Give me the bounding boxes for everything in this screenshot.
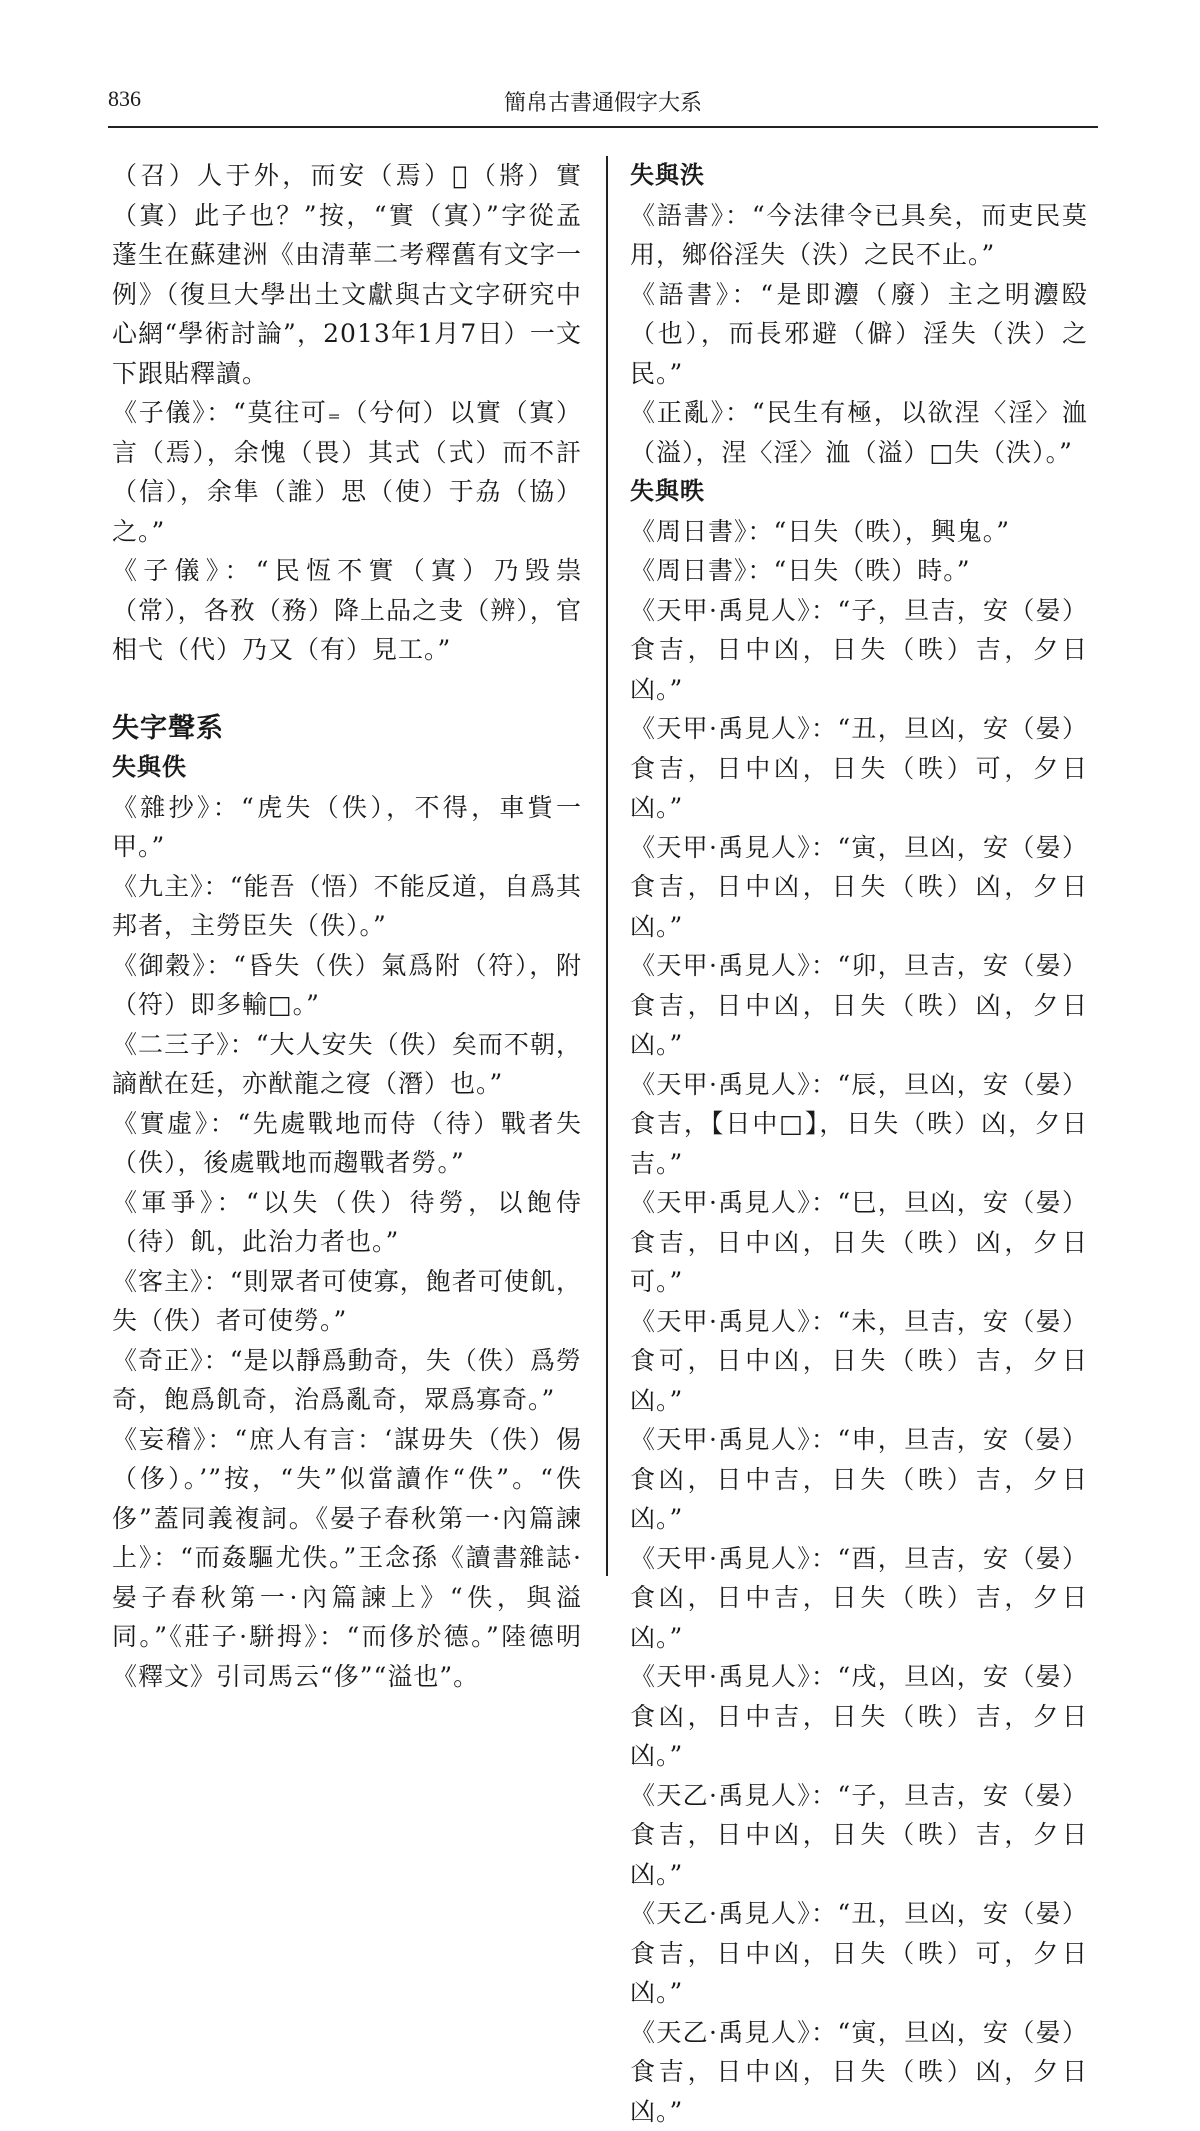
entry: 《天甲·禹見人》：“卯，旦吉，安（晏）食吉，日中凶，日失（昳）凶，夕日凶。” (630, 946, 1088, 1065)
entry: 《天乙·禹見人》：“寅，旦凶，安（晏）食吉，日中凶，日失（昳）凶，夕日凶。” (630, 2013, 1088, 2131)
right-column (630, 156, 1088, 2131)
entry: 《周日書》：“日失（昳），興鬼。” (630, 512, 1088, 552)
entry: 《天甲·禹見人》：“戌，旦凶，安（晏）食凶，日中吉，日失（昳）吉，夕日凶。” (630, 1657, 1088, 1776)
entry: 《天甲·禹見人》：“巳，旦凶，安（晏）食吉，日中凶，日失（昳）凶，夕日可。” (630, 1183, 1088, 1302)
entry: 《妄稽》：“庶人有言：‘謀毋失（佚）㑥（侈）。’”按，“失”似當讀作“佚”。“佚侈”蓋同義複詞。《晏子春秋第一·內篇諫上》：“而姦驅尤佚。”王念孫《讀書雜誌·晏子春秋第一·內篇諫上》“佚，與溢同。”《莊子·駢拇》：“而侈於德。”陸德明《釋文》引司馬云“侈”“溢也”。 (112, 1420, 582, 1697)
entry: 《語書》：“今法律令已具矣，而吏民莫用，鄉俗淫失（泆）之民不止。” (630, 196, 1088, 275)
left-column (112, 156, 582, 1696)
column-divider (606, 156, 608, 1576)
page-number: 836 (108, 86, 141, 112)
entry: 《天乙·禹見人》：“丑，旦凶，安（晏）食吉，日中凶，日失（昳）可，夕日凶。” (630, 1894, 1088, 2013)
section-spacer (112, 670, 582, 709)
subsection-title: 失與佚 (112, 748, 582, 788)
entry: 《奇正》：“是以靜爲動奇，失（佚）爲勞奇，飽爲飢奇，治爲亂奇，眾爲寡奇。” (112, 1341, 582, 1420)
running-title: 簡帛古書通假字大系 (108, 86, 1098, 117)
entry: 《九主》：“能吾（悟）不能反道，自爲其邦者，主勞臣失（佚）。” (112, 867, 582, 946)
entry: 《天甲·禹見人》：“寅，旦凶，安（晏）食吉，日中凶，日失（昳）凶，夕日凶。” (630, 828, 1088, 947)
entry: 《客主》：“則眾者可使寡，飽者可使飢，失（佚）者可使勞。” (112, 1262, 582, 1341)
entry: 《天甲·禹見人》：“丑，旦凶，安（晏）食吉，日中凶，日失（昳）可，夕日凶。” (630, 709, 1088, 828)
entry: 《軍爭》：“以失（佚）待勞，以飽侍（待）飢，此治力者也。” (112, 1183, 582, 1262)
page-header (108, 86, 1098, 122)
intro-paragraph: （召）人于外，而安（焉）𨢟（將）實（寘）此子也？”按，“實（寘）”字從孟蓬生在蘇建洲《由清華二考釋舊有文字一例》（復旦大學出土文獻與古文字研究中心網“學術討論”，2013年1月7日）一文下跟貼釋讀。 (112, 156, 582, 393)
entry: 《天甲·禹見人》：“子，旦吉，安（晏）食吉，日中凶，日失（昳）吉，夕日凶。” (630, 591, 1088, 710)
entry: 《天甲·禹見人》：“未，旦吉，安（晏）食可，日中凶，日失（昳）吉，夕日凶。” (630, 1302, 1088, 1421)
intro-paragraph: 《子儀》：“民恆不實（寘）乃毁祟（常），各敄（務）降上品之叏（辨），官相弋（代）乃又（有）見工。” (112, 551, 582, 670)
entry: 《天甲·禹見人》：“申，旦吉，安（晏）食凶，日中吉，日失（昳）吉，夕日凶。” (630, 1420, 1088, 1539)
entry: 《雜抄》：“虎失（佚），不得，車貲一甲。” (112, 788, 582, 867)
entry: 《天乙·禹見人》：“子，旦吉，安（晏）食吉，日中凶，日失（昳）吉，夕日凶。” (630, 1776, 1088, 1895)
entry: 《御穀》：“昏失（佚）氣爲附（符），附（符）即多輸□。” (112, 946, 582, 1025)
entry: 《正亂》：“民生有極，以欲涅〈淫〉洫（溢），涅〈淫〉洫（溢）□失（泆）。” (630, 393, 1088, 472)
entry: 《二三子》：“大人安失（佚）矣而不朝，謪猷在廷，亦猷龍之寑（潛）也。” (112, 1025, 582, 1104)
section-title: 失字聲系 (112, 709, 582, 749)
entry: 《實虛》：“先處戰地而侍（待）戰者失（佚），後處戰地而趨戰者勞。” (112, 1104, 582, 1183)
entry: 《天甲·禹見人》：“酉，旦吉，安（晏）食凶，日中吉，日失（昳）吉，夕日凶。” (630, 1539, 1088, 1658)
header-rule (108, 126, 1098, 128)
entry: 《周日書》：“日失（昳）時。” (630, 551, 1088, 591)
entry: 《語書》：“是即灋（廢）主之明灋殹（也），而長邪避（僻）淫失（泆）之民。” (630, 275, 1088, 394)
subsection-title: 失與昳 (630, 472, 1088, 512)
entry: 《天甲·禹見人》：“辰，旦凶，安（晏）食吉，【日中□】，日失（昳）凶，夕日吉。” (630, 1065, 1088, 1184)
subsection-title: 失與泆 (630, 156, 1088, 196)
intro-paragraph: 《子儀》：“莫往可₌（兮何）以實（寘）言（焉），余愧（畏）其式（式）而不訐（信），余隼（誰）思（使）于劦（協）之。” (112, 393, 582, 551)
